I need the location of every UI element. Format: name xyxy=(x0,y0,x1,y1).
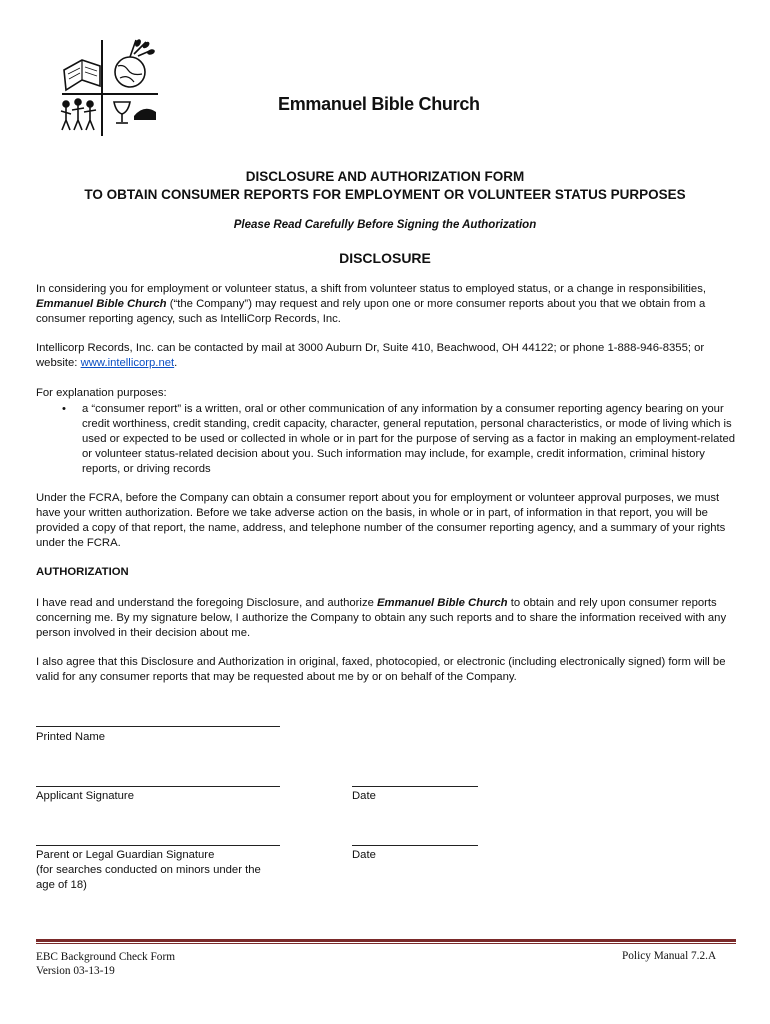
church-name: Emmanuel Bible Church xyxy=(278,94,480,114)
applicant-signature-label: Applicant Signature xyxy=(36,790,134,802)
footer-version: Version 03-13-19 xyxy=(36,965,115,977)
date-line-1[interactable] xyxy=(352,786,478,787)
text-run: In considering you for employment or volunteer status, a shift from volunteer status to employed status, or a change in responsibilities, xyxy=(36,283,706,295)
authorization-paragraph-2: I also agree that this Disclosure and Authorization in original, faxed, photocopied, or electronic (including electronically signed) form will be valid for any consumer reports that may be requested about me by or on behalf of the Company. xyxy=(36,656,726,683)
text-run: . xyxy=(174,357,178,369)
date-label-2: Date xyxy=(352,849,376,861)
guardian-note: (for searches conducted on minors under the age of 18) xyxy=(36,864,261,891)
printed-name-line[interactable] xyxy=(36,726,280,727)
footer-policy-manual: Policy Manual 7.2.A xyxy=(622,950,717,962)
text-run: to obtain and rely upon consumer reports concerning me. By my signature below, I authorize the Company to obtain any such reports and to share the information received with any person involved in their decision about me. xyxy=(36,597,727,639)
form-title-line-1: DISCLOSURE AND AUTHORIZATION FORM xyxy=(245,169,525,184)
footer-divider-thin xyxy=(36,943,736,944)
date-label-1: Date xyxy=(352,790,376,802)
text-run: Intellicorp Records, Inc. can be contacted by mail at 3000 Auburn Dr, Suite 410, Beachwood, OH 44122; or phone 1-888-946-8355; or website: xyxy=(36,342,705,369)
footer-divider xyxy=(36,939,736,942)
applicant-signature-line[interactable] xyxy=(36,786,280,787)
company-name: Emmanuel Bible Church xyxy=(36,298,167,310)
printed-name-label: Printed Name xyxy=(36,731,106,743)
footer-form-name: EBC Background Check Form xyxy=(36,951,175,963)
text-run: (“the Company”) may request and rely upon one or more consumer reports about you that we obtain from a consumer reporting agency, such as IntelliCorp Records, Inc. xyxy=(36,298,706,325)
bullet-icon: • xyxy=(62,403,66,415)
guardian-signature-line[interactable] xyxy=(36,845,280,846)
company-name: Emmanuel Bible Church xyxy=(377,597,508,609)
disclosure-paragraph-1 xyxy=(36,282,742,327)
guardian-signature-title: Parent or Legal Guardian Signature xyxy=(36,849,215,861)
guardian-signature-label xyxy=(36,848,276,893)
disclosure-paragraph-fcra: Under the FCRA, before the Company can obtain a consumer report about you for employment or volunteer approval purposes, we must have your written authorization. Before we take adverse action on the basis, in whole or in part, of information in that report, you will be provided a copy of that report, the name, address, and telephone number of the consumer reporting agency, and a summary of your rights under the FCRA. xyxy=(36,492,726,549)
intellicorp-link[interactable]: www.intellicorp.net xyxy=(80,357,175,369)
form-title-line-2: TO OBTAIN CONSUMER REPORTS FOR EMPLOYMENT OR VOLUNTEER STATUS PURPOSES xyxy=(84,187,686,202)
church-logo-icon xyxy=(58,34,162,138)
disclosure-heading: DISCLOSURE xyxy=(339,250,431,266)
instruction-text: Please Read Carefully Before Signing the Authorization xyxy=(233,219,537,231)
authorization-paragraph-1 xyxy=(36,596,742,641)
text-run: I have read and understand the foregoing Disclosure, and authorize xyxy=(36,597,378,609)
authorization-heading: AUTHORIZATION xyxy=(36,566,129,578)
footer-form-info xyxy=(36,950,175,978)
disclosure-paragraph-2 xyxy=(36,341,742,371)
date-line-2[interactable] xyxy=(352,845,478,846)
explanation-intro: For explanation purposes: xyxy=(36,387,167,399)
list-item xyxy=(62,402,742,477)
form-title xyxy=(0,168,770,204)
consumer-report-definition: a “consumer report” is a written, oral or other communication of any information by a consumer reporting agency bearing on your credit worthiness, credit standing, credit capacity, character, general reputation, personal characteristics, or mode of living which is used or expected to be used or collected in whole or in part for the purpose of serving as a factor in making an employment-related or volunteer status-related decision about you. Such information may include, for example, credit information, criminal history reports, or driving records xyxy=(82,403,736,475)
